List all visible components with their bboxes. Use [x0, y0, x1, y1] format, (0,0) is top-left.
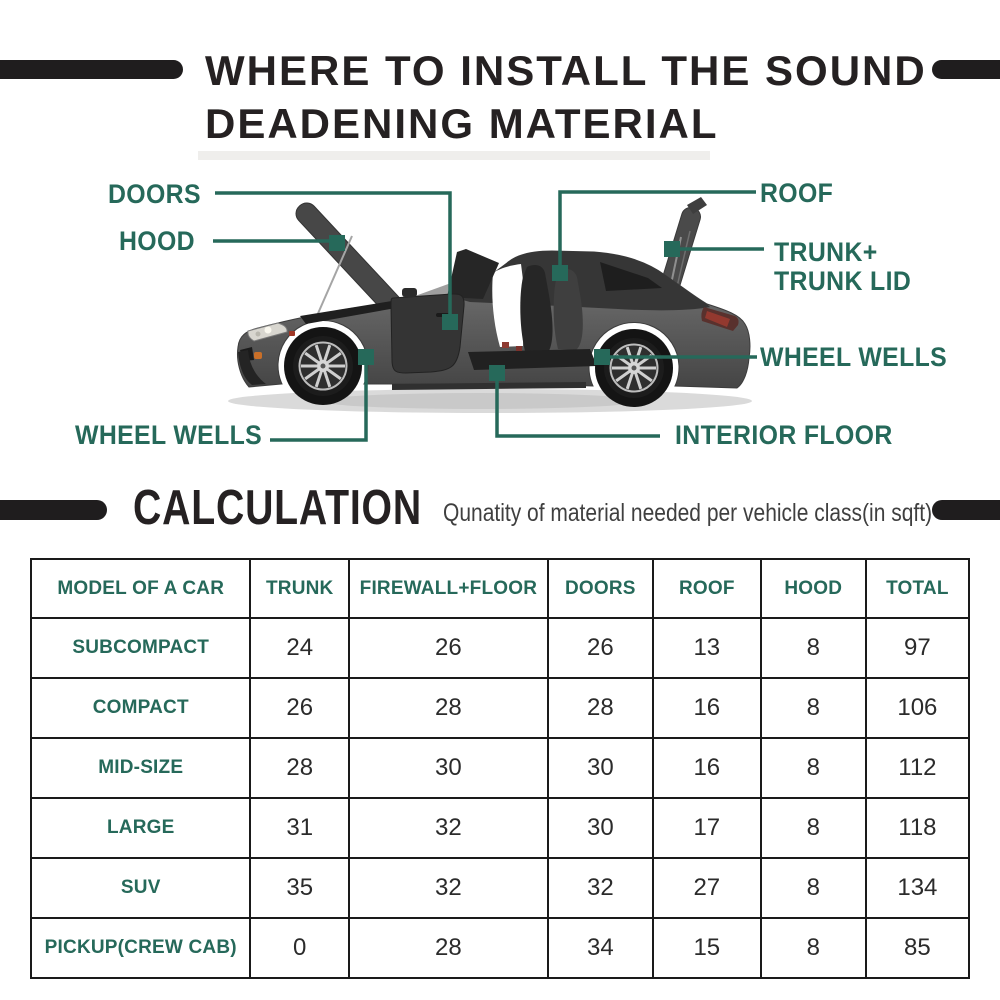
row-model: COMPACT [31, 678, 250, 738]
col-header-firewall-floor: FIREWALL+FLOOR [349, 559, 548, 618]
label-doors: DOORS [108, 179, 201, 209]
cell-value: 28 [349, 918, 548, 978]
col-header-trunk: TRUNK [250, 559, 348, 618]
label-wheel-wells-right: WHEEL WELLS [760, 342, 948, 372]
row-model: SUBCOMPACT [31, 618, 250, 678]
table-row [31, 678, 969, 738]
calculation-heading: CALCULATION [133, 481, 422, 535]
label-trunk-line1: TRUNK+ [774, 237, 878, 267]
col-header-model: MODEL OF A CAR [31, 559, 250, 618]
table-row [31, 918, 969, 978]
cell-value: 17 [653, 798, 761, 858]
table-row [31, 738, 969, 798]
cell-value: 30 [548, 798, 653, 858]
cell-value: 134 [866, 858, 969, 918]
cell-value: 24 [250, 618, 348, 678]
label-interior-floor: INTERIOR FLOOR [675, 420, 893, 450]
table-row [31, 858, 969, 918]
cell-value: 31 [250, 798, 348, 858]
cell-value: 8 [761, 858, 866, 918]
calculation-subtitle: Qunatity of material needed per vehicle class(in sqft) [443, 499, 933, 527]
label-hood: HOOD [119, 226, 196, 256]
table-header-row [31, 559, 969, 618]
page-title-line1: WHERE TO INSTALL THE SOUND [205, 47, 927, 94]
row-model: PICKUP(CREW CAB) [31, 918, 250, 978]
cell-value: 32 [548, 858, 653, 918]
cell-value: 8 [761, 618, 866, 678]
trunk-marker [664, 241, 680, 257]
wheel-wells-right-marker [594, 349, 610, 365]
cell-value: 30 [548, 738, 653, 798]
label-wheel-wells-left: WHEEL WELLS [75, 420, 263, 450]
cell-value: 13 [653, 618, 761, 678]
cell-value: 16 [653, 738, 761, 798]
cell-value: 112 [866, 738, 969, 798]
cell-value: 106 [866, 678, 969, 738]
label-roof: ROOF [760, 178, 834, 208]
row-model: SUV [31, 858, 250, 918]
col-header-hood: HOOD [761, 559, 866, 618]
cell-value: 30 [349, 738, 548, 798]
cell-value: 34 [548, 918, 653, 978]
table-row [31, 798, 969, 858]
cell-value: 26 [548, 618, 653, 678]
page-title-line2: DEADENING MATERIAL [205, 100, 719, 147]
cell-value: 27 [653, 858, 761, 918]
cell-value: 8 [761, 738, 866, 798]
roof-marker [552, 265, 568, 281]
cell-value: 26 [250, 678, 348, 738]
cell-value: 85 [866, 918, 969, 978]
label-trunk-line2: TRUNK LID [774, 266, 912, 296]
col-header-total: TOTAL [866, 559, 969, 618]
hood-marker [329, 235, 345, 251]
cell-value: 28 [250, 738, 348, 798]
cell-value: 0 [250, 918, 348, 978]
cell-value: 118 [866, 798, 969, 858]
open-hood [292, 199, 406, 319]
cell-value: 16 [653, 678, 761, 738]
cell-value: 8 [761, 798, 866, 858]
cell-value: 28 [349, 678, 548, 738]
cell-value: 32 [349, 798, 548, 858]
material-table [30, 558, 970, 979]
cell-value: 26 [349, 618, 548, 678]
cell-value: 28 [548, 678, 653, 738]
col-header-roof: ROOF [653, 559, 761, 618]
cell-value: 15 [653, 918, 761, 978]
cell-value: 8 [761, 918, 866, 978]
table-row [31, 618, 969, 678]
cell-value: 35 [250, 858, 348, 918]
interior-floor-marker [489, 365, 505, 381]
front-wheel [284, 327, 362, 405]
cell-value: 97 [866, 618, 969, 678]
row-model: MID-SIZE [31, 738, 250, 798]
col-header-doors: DOORS [548, 559, 653, 618]
calc-bar-right [932, 500, 1000, 520]
label-trunk [774, 238, 911, 296]
open-door-panel [391, 294, 464, 373]
rear-wheel [595, 329, 673, 407]
doors-marker [442, 314, 458, 330]
row-model: LARGE [31, 798, 250, 858]
calc-bar-left [0, 500, 107, 520]
wheel-wells-left-marker [358, 349, 374, 365]
cell-value: 32 [349, 858, 548, 918]
cell-value: 8 [761, 678, 866, 738]
